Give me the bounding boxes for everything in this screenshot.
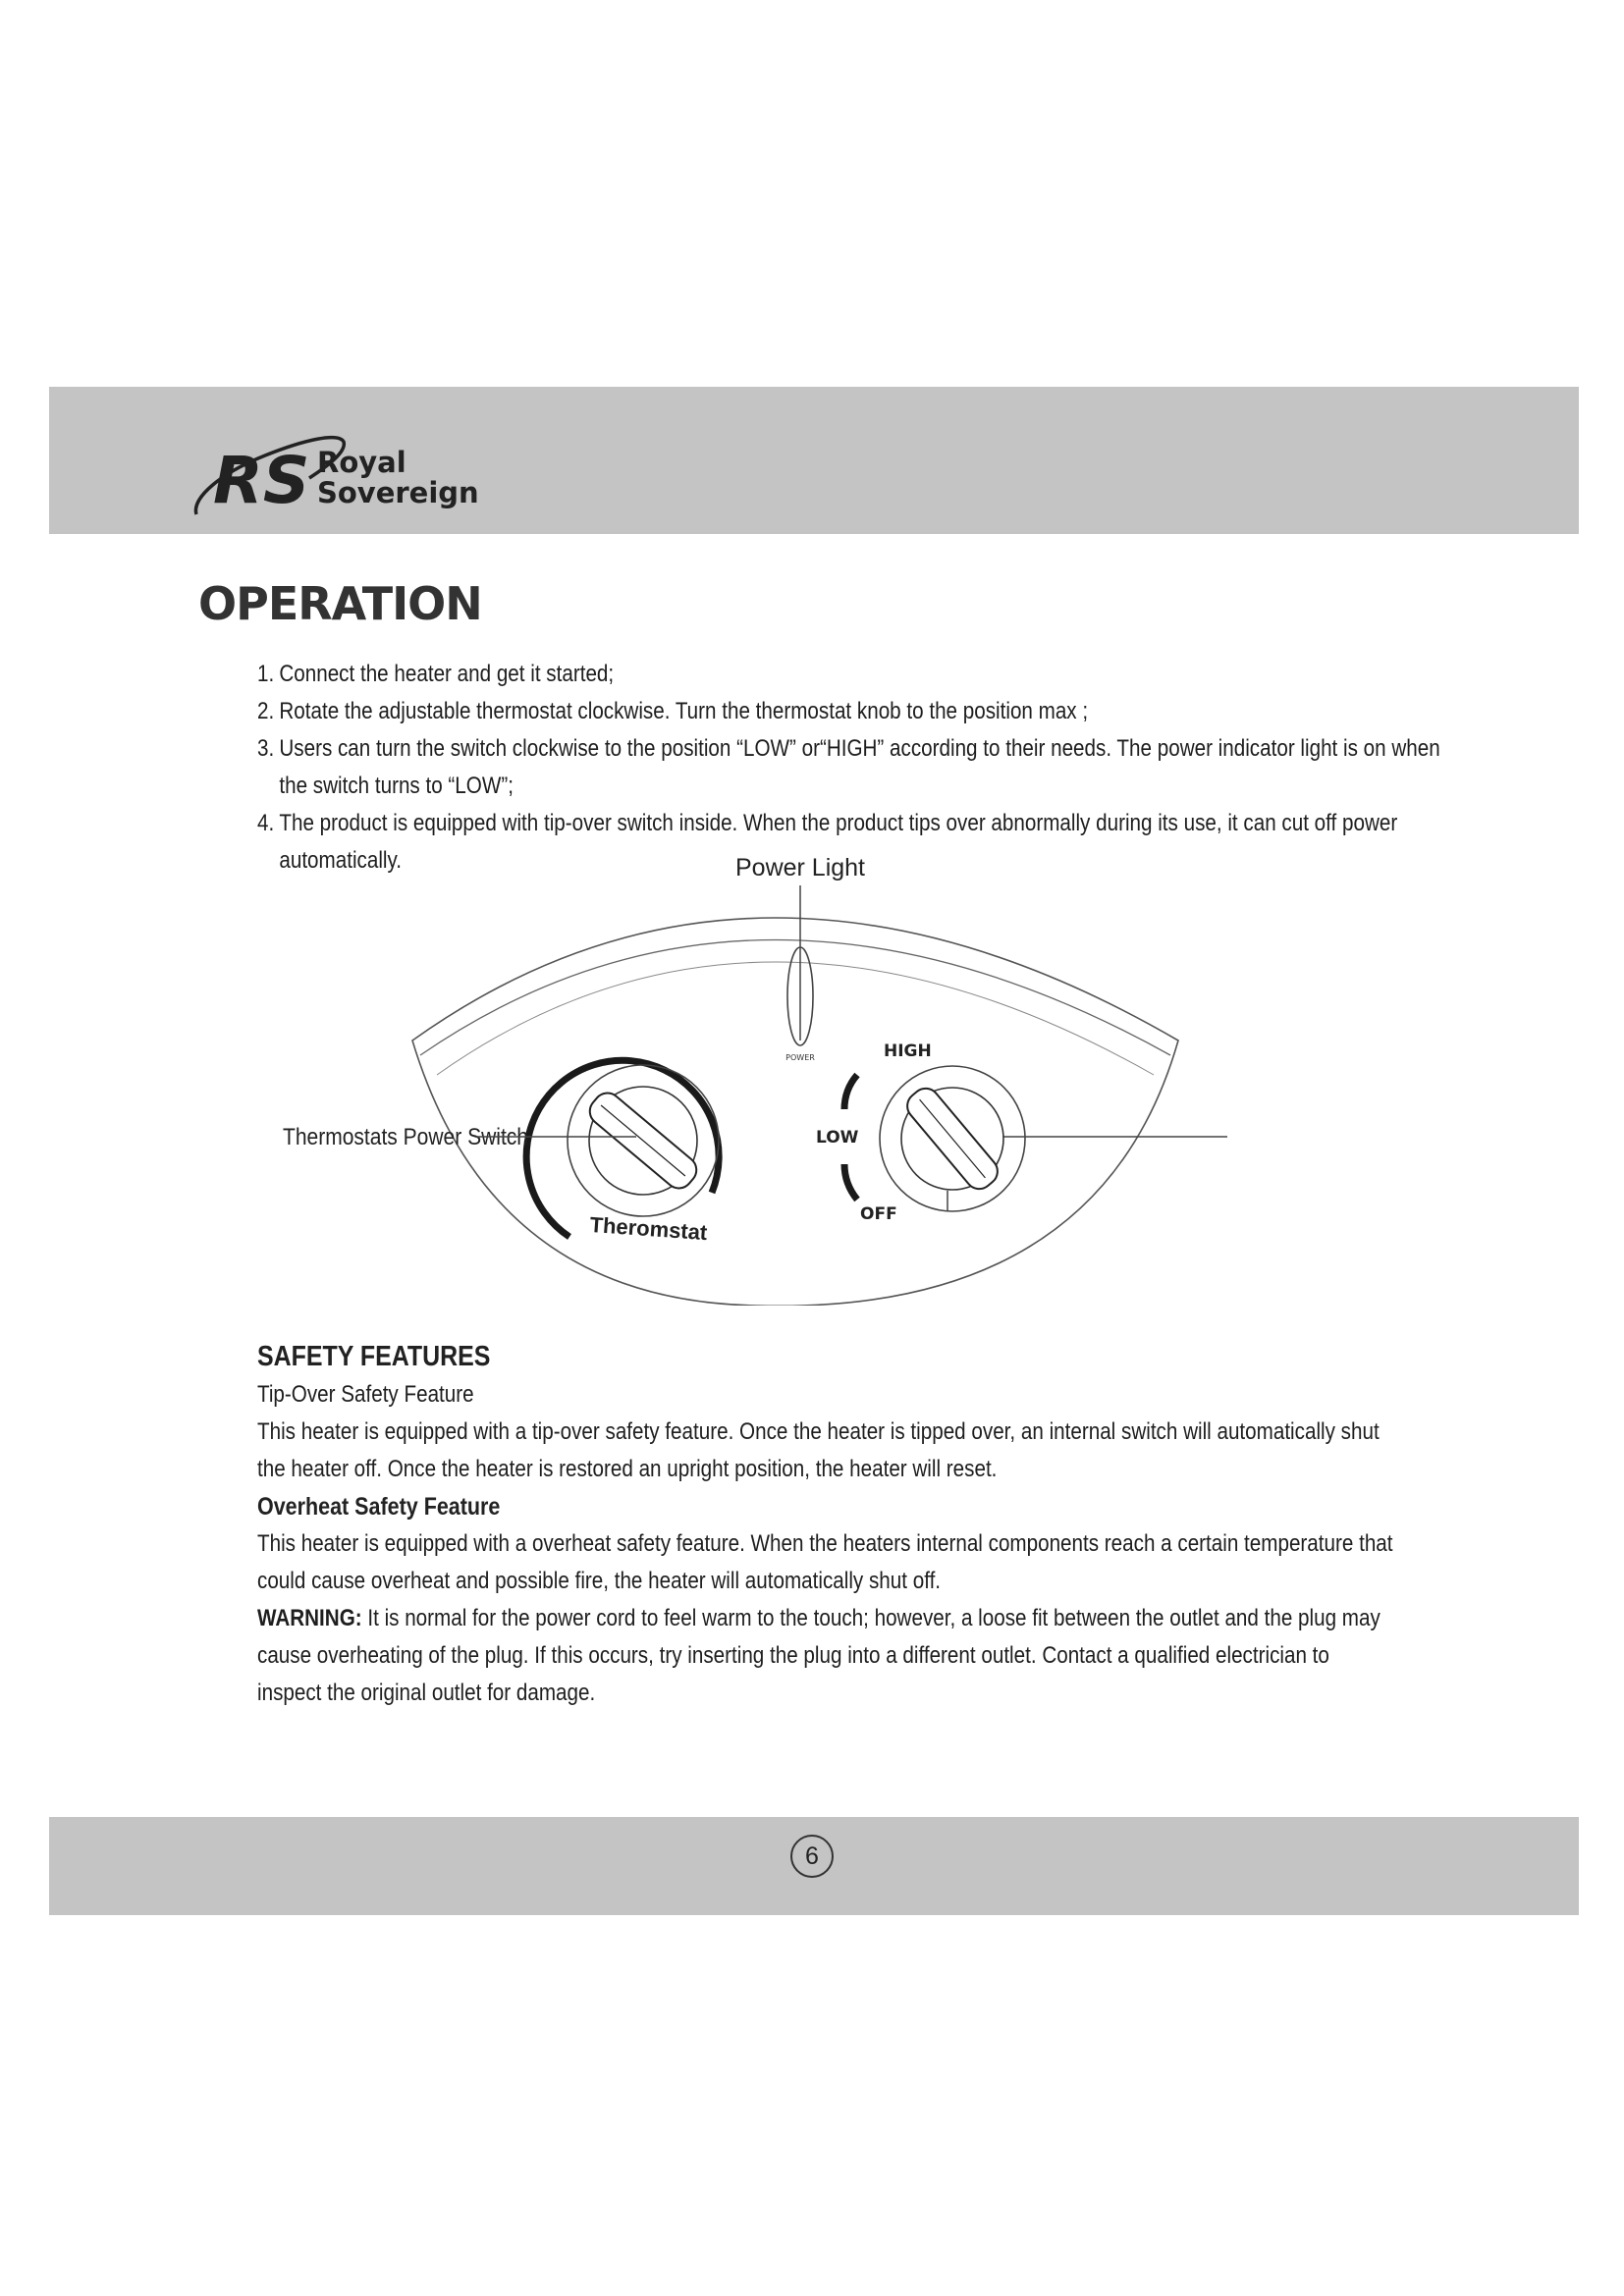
page-title: OPERATION <box>198 577 482 630</box>
switch-high-label: HIGH <box>884 1041 932 1061</box>
panel-outline <box>412 918 1178 1306</box>
panel-inner-edge <box>420 940 1170 1056</box>
switch-off-label: OFF <box>860 1204 897 1224</box>
step-item <box>257 656 1457 693</box>
safety-features-section <box>257 1337 1455 1712</box>
logo-name-line2: Sovereign <box>317 476 479 509</box>
power-text: POWER <box>785 1053 815 1062</box>
logo-monogram: RS <box>213 443 310 518</box>
thermostat-switch-callout: Thermostats Power Switch <box>283 1124 528 1150</box>
switch-arc-top <box>844 1075 857 1109</box>
tipover-title: Tip-Over Safety Feature <box>257 1381 474 1408</box>
page-number: 6 <box>790 1835 834 1878</box>
operation-steps <box>257 656 1440 880</box>
overheat-title: Overheat Safety Feature <box>257 1493 501 1521</box>
brand-logo <box>191 404 486 527</box>
thermostat-text: Theromstat <box>588 1211 709 1246</box>
step-item <box>257 730 1457 805</box>
tipover-text: This heater is equipped with a tip-over safety feature. Once the heater is tipped over, an internal switch will automatically shut <box>257 1418 1380 1445</box>
switch-low-label: LOW <box>816 1128 859 1148</box>
step-number: 2. <box>257 698 275 724</box>
switch-arc-bottom <box>844 1164 857 1200</box>
logo-name-line1: Royal <box>317 446 406 479</box>
step-number: 3. <box>257 735 275 762</box>
step-text: Rotate the adjustable thermostat clockwise. Turn the thermostat knob to the position max ; <box>279 698 1089 724</box>
warning-text <box>257 1600 1380 1637</box>
control-panel-diagram <box>265 854 1257 1306</box>
power-light-label: Power Light <box>734 854 866 881</box>
overheat-text: This heater is equipped with a overheat safety feature. When the heaters internal components reach a certain temperature that <box>257 1530 1393 1557</box>
warning-text: inspect the original outlet for damage. <box>257 1680 596 1706</box>
safety-heading: SAFETY FEATURES <box>257 1341 491 1372</box>
step-number: 1. <box>257 661 275 687</box>
step-text: The product is equipped with tip-over switch inside. When the product tips over abnormally during its use, it can cut off power automatically. <box>279 810 1398 874</box>
step-item <box>257 693 1457 730</box>
step-text: Connect the heater and get it started; <box>279 661 615 687</box>
tipover-text: the heater off. Once the heater is restored an upright position, the heater will reset. <box>257 1456 998 1482</box>
warning-text: cause overheating of the plug. If this occurs, try inserting the plug into a different outlet. Contact a qualified electrician to <box>257 1642 1329 1669</box>
step-text: Users can turn the switch clockwise to the position “LOW” or“HIGH” according to their needs. The power indicator light is on when the switch turns to “LOW”; <box>279 735 1440 799</box>
warning-text-line: It is normal for the power cord to feel warm to the touch; however, a loose fit between the outlet and the plug may <box>367 1605 1380 1631</box>
step-number: 4. <box>257 810 275 836</box>
warning-label: WARNING: <box>257 1605 362 1631</box>
overheat-text: could cause overheat and possible fire, the heater will automatically shut off. <box>257 1568 942 1594</box>
